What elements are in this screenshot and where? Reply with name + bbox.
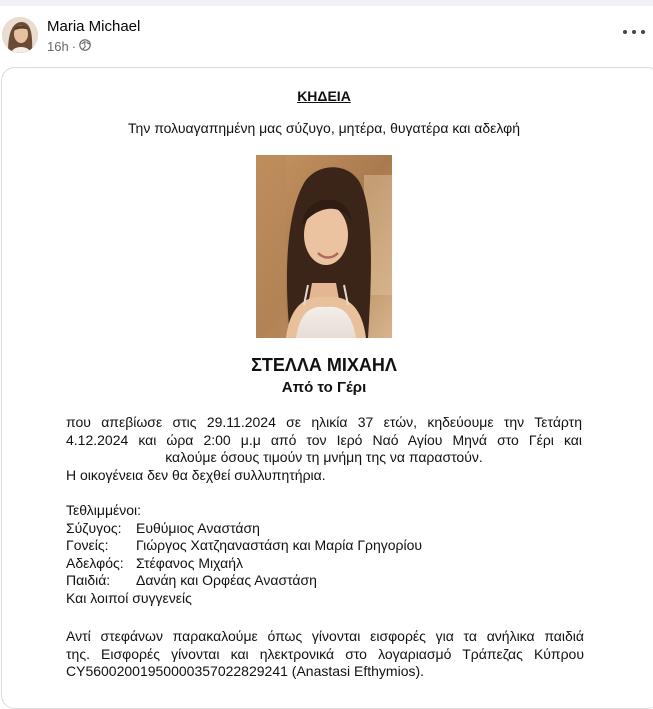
mourner-row [66,520,422,538]
mourner-label: Παιδιά: [66,572,111,588]
post-time[interactable]: 16h [47,39,69,54]
notice-subtitle: Την πολυαγαπημένη μας σύζυγο, μητέρα, θυγατέρα και αδελφή [128,120,520,136]
announcement-line: Η οικογένεια δεν θα δεχθεί συλλυπητήρια. [66,466,326,483]
deceased-name: ΣΤΕΛΛΑ ΜΙΧΑΗΛ [251,355,397,375]
contributions-line: της. Εισφορές γίνονται και ηλεκτρονικά στο λογαριασμό Τράπεζας Κύπρου [66,645,584,662]
mourner-label: Γονείς: [66,537,109,553]
mourner-row [66,555,422,573]
post-meta [47,39,91,54]
mourner-label: Σύζυγος: [66,519,122,536]
meta-separator: · [71,39,77,54]
contributions-line: CY56002001950000357022829241 (Anastasi Efthymios). [66,663,425,679]
mourner-row [66,572,422,590]
mourner-label: Αδελφός: [66,554,124,571]
mourners-footer: Και λοιποί συγγενείς [66,589,192,606]
announcement-text [66,414,582,484]
mourner-value: Στέφανος Μιχαήλ [136,554,243,571]
contributions-line: Αντί στεφάνων παρακαλούμε όπως γίνονται εισφορές για τα ανήλικα παιδιά [66,628,584,644]
author-name[interactable]: Maria Michael [47,18,141,35]
announcement-line: καλούμε όσους τιμούν τη μνήμη της να παραστούν. [165,449,483,465]
mourner-value: Ευθύμιος Αναστάση [136,519,260,536]
mourner-value: Δανάη και Ορφέας Αναστάση [136,572,317,588]
deceased-origin: Από το Γέρι [281,379,367,396]
more-options-icon[interactable] [623,24,645,40]
announcement-line: που απεβίωσε στις 29.11.2024 σε ηλικία 37 ετών, κηδεύουμε την Τετάρτη [66,414,582,430]
post-header [0,6,653,62]
contributions-text [66,628,584,681]
mourners-heading: Τεθλιμμένοι: [66,502,142,518]
globe-icon [79,39,91,54]
avatar[interactable] [2,17,38,53]
mourner-value: Γιώργος Χατζηαναστάση και Μαρία Γρηγορίου [136,537,423,553]
mourner-row [66,537,422,555]
portrait-photo [256,155,392,338]
notice-title: ΚΗΔΕΙΑ [297,88,351,104]
announcement-line: 4.12.2024 και ώρα 2:00 μ.μ από τον Ιερό Ναό Αγίου Μηνά στο Γέρι και [66,431,582,448]
mourners-list [66,502,422,607]
